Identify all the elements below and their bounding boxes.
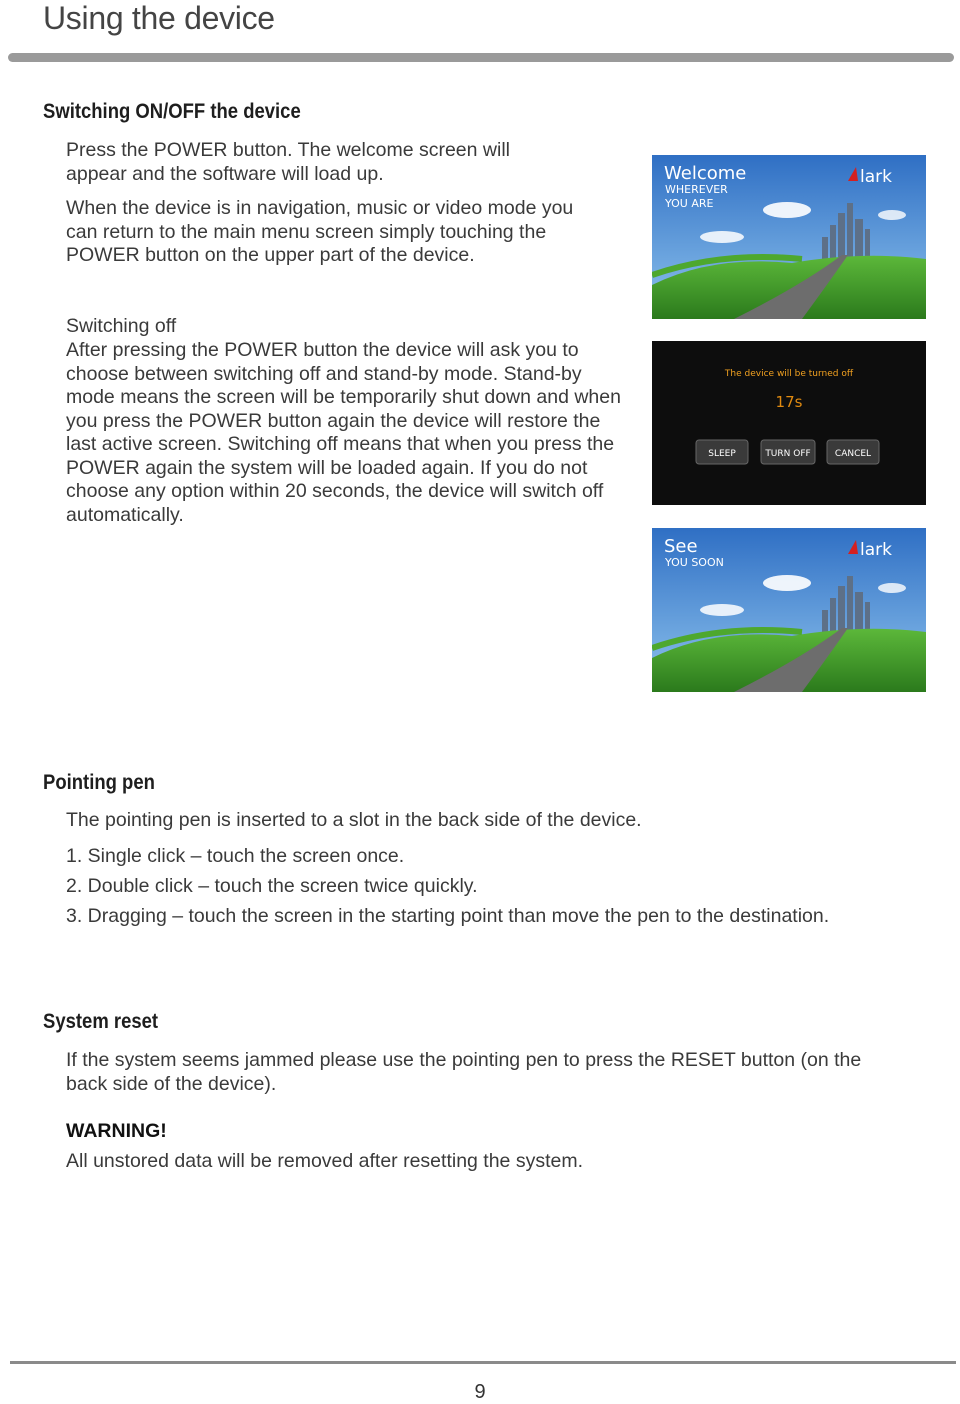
goodbye-screen-image xyxy=(652,528,926,692)
section-heading-reset: System reset xyxy=(43,1010,159,1033)
warning-label: WARNING! xyxy=(66,1120,167,1142)
page-number: 9 xyxy=(474,1381,486,1403)
title-rule xyxy=(8,53,954,62)
warning-text: All unstored data will be removed after resetting the system. xyxy=(66,1150,583,1172)
cancel-button-label: CANCEL xyxy=(834,449,872,459)
shutdown-message: The device will be turned off xyxy=(724,369,854,379)
welcome-line1: Welcome xyxy=(664,163,747,184)
power-para-2: When the device is in navigation, music or video mode you can return to the main menu screen simply touching the POWER button on the upper part of the device. xyxy=(66,197,574,266)
shutdown-countdown: 17s xyxy=(775,393,803,411)
cancel-button xyxy=(827,440,879,464)
turn-off-button-label: TURN OFF xyxy=(765,449,811,459)
switching-off-title: Switching off xyxy=(66,315,177,337)
page-title: Using the device xyxy=(43,0,275,36)
section-heading-pen: Pointing pen xyxy=(43,771,155,794)
turn-off-button xyxy=(761,440,815,464)
pen-item-1: 1. Single click – touch the screen once. xyxy=(66,845,405,867)
shutdown-screen-image xyxy=(652,341,926,505)
goodbye-line1: See xyxy=(664,536,698,557)
section-heading-power: Switching ON/OFF the device xyxy=(43,100,301,123)
pen-intro: The pointing pen is inserted to a slot in the back side of the device. xyxy=(66,809,642,831)
goodbye-line2: YOU SOON xyxy=(665,556,724,569)
bottom-rule xyxy=(10,1361,956,1364)
power-para-1: Press the POWER button. The welcome screen will appear and the software will load up. xyxy=(66,139,510,185)
pen-item-2: 2. Double click – touch the screen twice quickly. xyxy=(66,875,478,897)
pen-item-3: 3. Dragging – touch the screen in the starting point than move the pen to the destination. xyxy=(66,905,830,927)
reset-para: If the system seems jammed please use the pointing pen to press the RESET button (on the back side of the device). xyxy=(66,1049,862,1095)
welcome-logo: lark xyxy=(860,167,892,187)
sleep-button-label: SLEEP xyxy=(708,449,736,459)
goodbye-logo: lark xyxy=(860,540,892,560)
switching-off-text: After pressing the POWER button the device will ask you to choose between switching off and stand-by mode. Stand-by mode means the screen will be temporarily shut down and when you press the POWER button again the device will restore the last active screen. Switching off means that when you press the POWER again the system will be loaded again. If you do not choose any option within 20 seconds, the device will switch off automatically. xyxy=(66,339,621,526)
welcome-line3: YOU ARE xyxy=(665,197,714,210)
sleep-button xyxy=(696,440,748,464)
welcome-screen-image xyxy=(652,155,926,319)
welcome-line2: WHEREVER xyxy=(665,183,728,196)
